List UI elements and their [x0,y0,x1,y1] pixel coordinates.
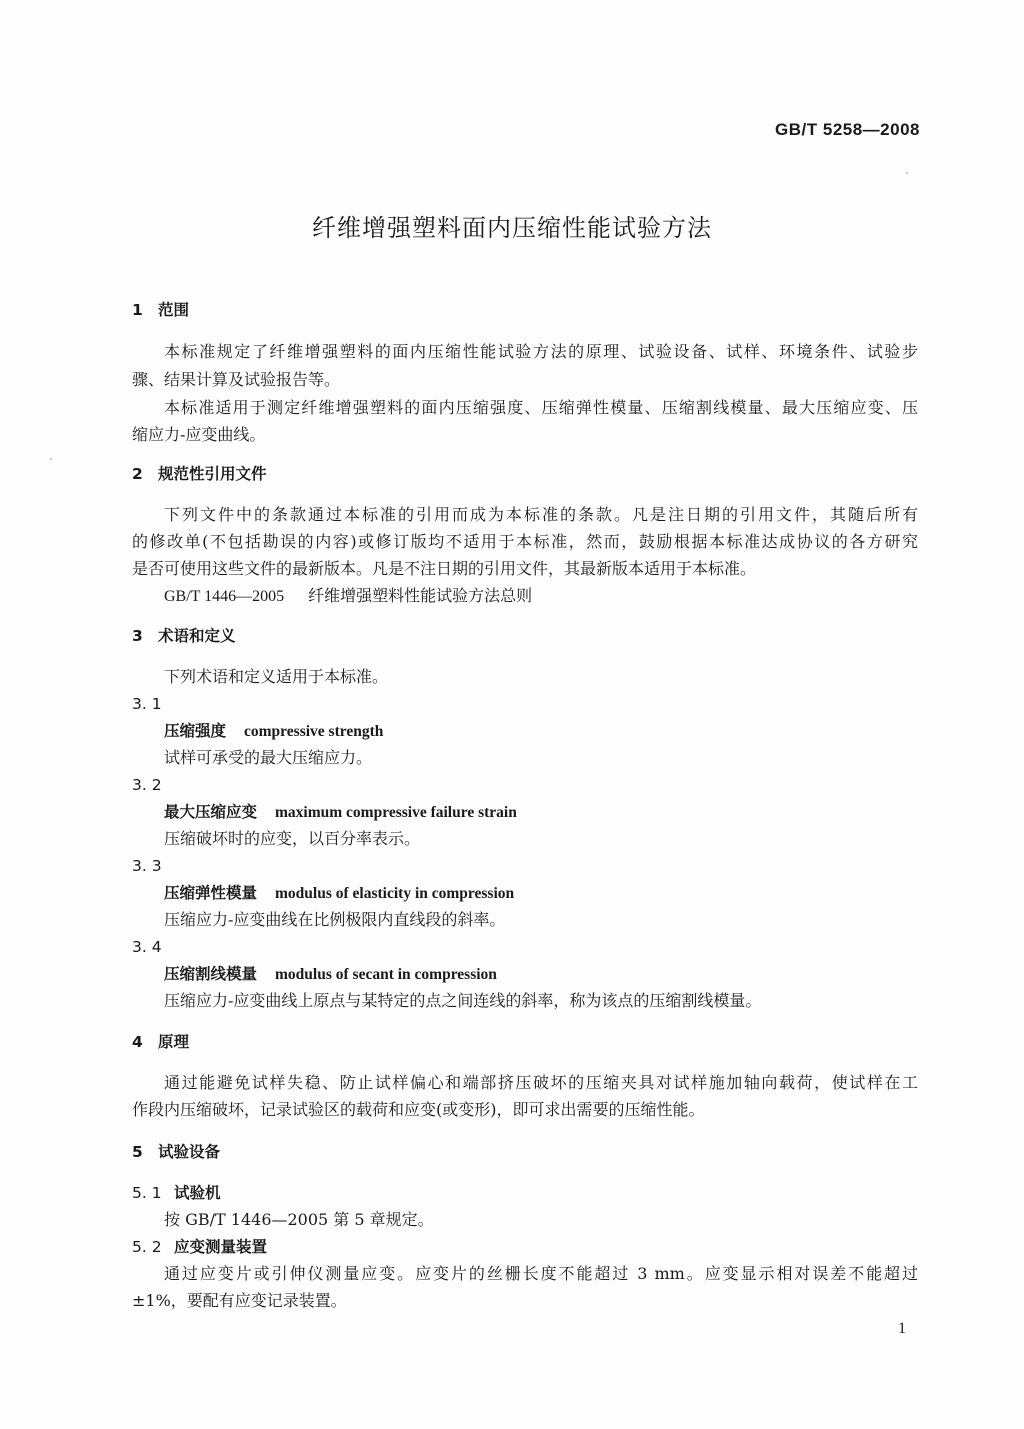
term-number: 3. 4 [132,938,162,956]
subsection-number: 5. 1 [132,1184,162,1202]
page-number: 1 [898,1320,906,1337]
term-chinese: 最大压缩应变 [164,803,258,821]
section-title: 范围 [158,301,190,319]
term-chinese: 压缩弹性模量 [164,884,258,902]
subsection-number: 5. 2 [132,1238,162,1256]
section-number: 4 [132,1033,143,1051]
term-definition: 压缩应力-应变曲线上原点与某特定的点之间连线的斜率，称为该点的压缩割线模量。 [164,991,762,1010]
term-heading [164,800,517,825]
section-1-heading [132,298,189,322]
subsection-5-1-text: 按 GB/T 1446—2005 第 5 章规定。 [164,1210,434,1229]
section-4-paragraph-line-1: 通过能避免试样失稳、防止试样偏心和端部挤压破坏的压缩夹具对试样施加轴向载荷，使试样在工 [164,1073,918,1092]
section-1-paragraph-2-line-1: 本标准适用于测定纤维增强塑料的面内压缩强度、压缩弹性模量、压缩割线模量、最大压缩应变、压 [164,398,918,417]
section-3-heading [132,624,236,648]
section-number: 2 [132,465,143,483]
term-chinese: 压缩割线模量 [164,965,258,983]
section-4-heading [132,1030,189,1054]
subsection-5-2-heading [132,1235,267,1259]
reference-title: 纤维增强塑料性能试验方法总则 [308,586,533,605]
term-english: maximum compressive failure strain [275,804,517,821]
standard-number: GB/T 5258—2008 [775,120,920,139]
section-2-paragraph-line-2: 的修改单(不包括勘误的内容)或修订版均不适用于本标准，然而，鼓励根据本标准达成协议的各方研究 [132,532,918,551]
term-heading [164,719,383,744]
term-definition: 压缩破坏时的应变，以百分率表示。 [164,829,421,848]
section-1-paragraph-1-line-2: 骤、结果计算及试验报告等。 [132,370,341,389]
subsection-title: 试验机 [174,1184,221,1202]
section-2-paragraph-line-1: 下列文件中的条款通过本标准的引用而成为本标准的条款。凡是注日期的引用文件，其随后所有 [164,505,918,524]
section-title: 试验设备 [158,1143,221,1161]
section-1-paragraph-1-line-1: 本标准规定了纤维增强塑料的面内压缩性能试验方法的原理、试验设备、试样、环境条件、试验步 [164,342,918,361]
scan-speck [906,172,908,174]
section-title: 原理 [158,1033,190,1051]
term-definition: 试样可承受的最大压缩应力。 [164,748,373,767]
term-definition: 压缩应力-应变曲线在比例极限内直线段的斜率。 [164,910,506,929]
term-english: modulus of elasticity in compression [275,885,515,902]
reference-code: GB/T 1446—2005 [164,588,285,605]
subsection-5-1-heading [132,1181,221,1205]
term-number: 3. 1 [132,695,162,713]
section-title: 术语和定义 [158,627,236,645]
subsection-5-2-text-line-1: 通过应变片或引伸仪测量应变。应变片的丝栅长度不能超过 3 mm。应变显示相对误差不能超过 [164,1264,918,1283]
section-5-heading [132,1140,220,1164]
section-3-intro: 下列术语和定义适用于本标准。 [164,667,389,686]
term-heading [164,962,497,987]
document-title: 纤维增强塑料面内压缩性能试验方法 [312,214,712,242]
subsection-5-2-text-line-2: ±1%，要配有应变记录装置。 [132,1291,347,1310]
normative-reference [164,584,532,609]
section-title: 规范性引用文件 [158,465,267,483]
section-number: 3 [132,627,143,645]
term-chinese: 压缩强度 [164,722,227,740]
section-number: 5 [132,1143,143,1161]
section-2-heading [132,462,267,486]
term-english: modulus of secant in compression [275,966,497,983]
section-1-paragraph-2-line-2: 缩应力-应变曲线。 [132,425,266,444]
term-number: 3. 3 [132,857,162,875]
section-4-paragraph-line-2: 作段内压缩破坏，记录试验区的载荷和应变(或变形)，即可求出需要的压缩性能。 [132,1100,705,1119]
term-heading [164,881,514,906]
term-number: 3. 2 [132,776,162,794]
section-number: 1 [132,301,143,319]
section-2-paragraph-line-3: 是否可使用这些文件的最新版本。凡是不注日期的引用文件，其最新版本适用于本标准。 [132,559,757,578]
scan-speck [50,458,52,460]
subsection-title: 应变测量装置 [174,1238,268,1256]
term-english: compressive strength [244,723,384,740]
